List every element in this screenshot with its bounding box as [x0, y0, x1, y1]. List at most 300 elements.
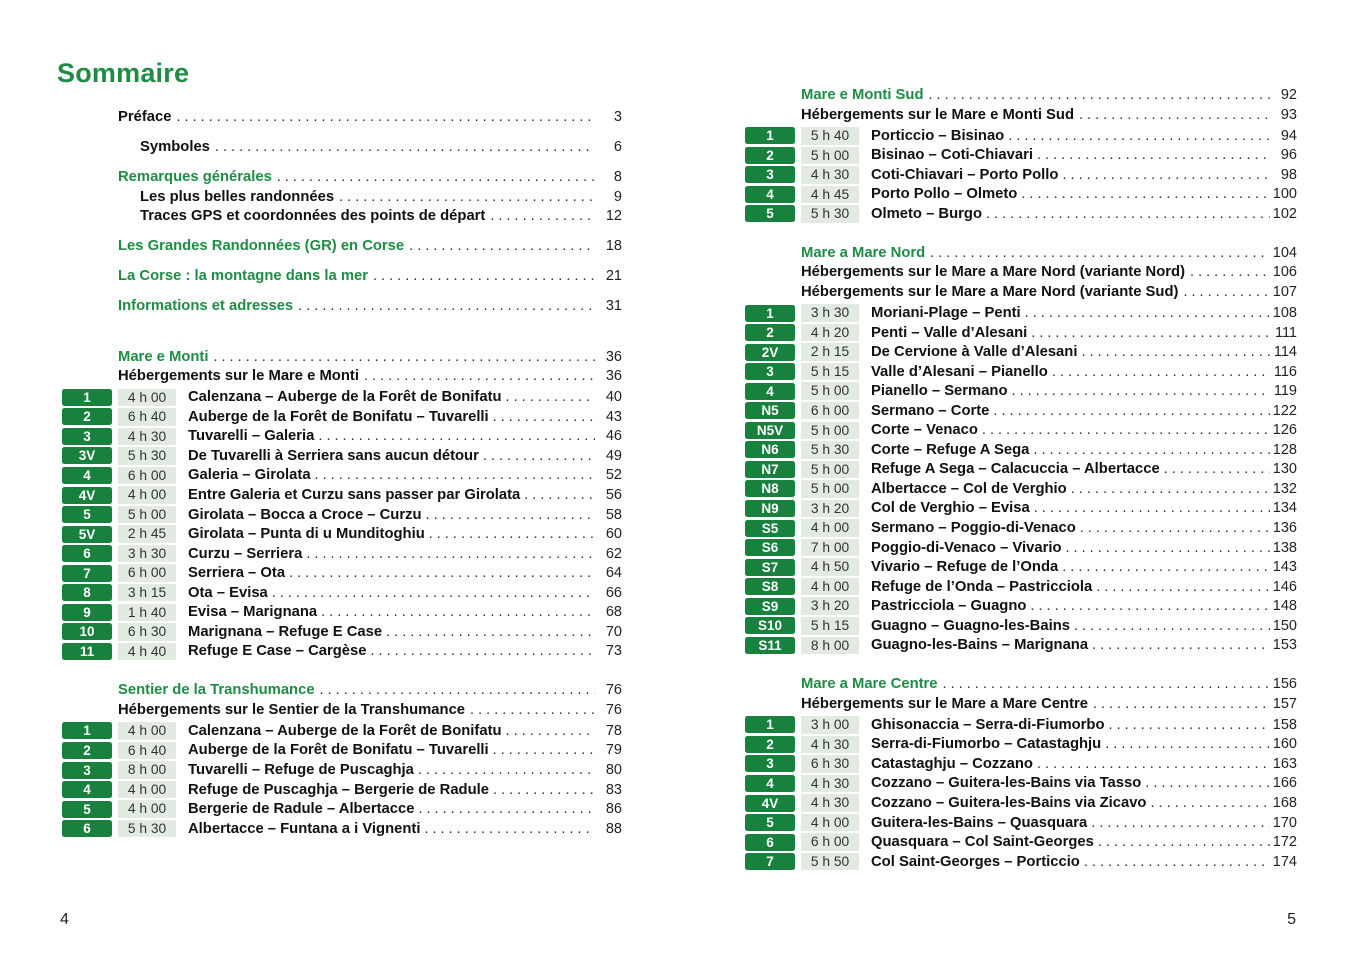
dot-leader	[1062, 559, 1270, 575]
section-title-page: 92	[1280, 87, 1297, 103]
dot-leader	[215, 139, 595, 155]
stage-row	[62, 407, 622, 427]
stage-duration: 6 h 30	[801, 755, 859, 773]
stage-route-label: De Cervione à Valle d’Alesani	[871, 344, 1078, 361]
section-title-label: Mare e Monti	[118, 348, 209, 365]
stage-page: 138	[1272, 539, 1297, 556]
stage-page: 126	[1272, 422, 1297, 439]
dot-leader	[339, 189, 595, 205]
dot-leader	[1081, 344, 1270, 360]
stage-duration: 5 h 15	[801, 617, 859, 635]
stage-number-badge: S5	[745, 520, 795, 537]
stage-duration: 4 h 00	[118, 486, 176, 504]
stage-page: 128	[1272, 441, 1297, 458]
stage-row	[745, 421, 1297, 441]
section-title-row	[62, 349, 622, 369]
section-subtitle-label: Hébergements sur le Mare a Mare Nord (variante Nord)	[801, 264, 1186, 281]
stage-page: 80	[605, 762, 622, 779]
stage-duration: 4 h 30	[118, 428, 176, 446]
section-title-row	[745, 245, 1297, 265]
stage-duration: 4 h 00	[118, 722, 176, 740]
dot-leader	[1084, 854, 1270, 870]
stage-page: 78	[605, 722, 622, 739]
dot-leader	[1034, 500, 1270, 516]
stage-duration: 1 h 40	[118, 604, 176, 622]
stage-number-badge: 5	[62, 801, 112, 818]
toc-section	[745, 676, 1297, 871]
stage-page: 111	[1274, 324, 1297, 341]
stage-number-badge: 3	[745, 755, 795, 772]
dot-leader	[306, 546, 595, 562]
stage-row	[745, 499, 1297, 519]
stage-rows	[62, 721, 622, 838]
stage-route-label: Tuvarelli – Galeria	[188, 428, 315, 445]
stage-page: 49	[605, 447, 622, 464]
stage-number-badge: 7	[745, 853, 795, 870]
page-title: Sommaire	[57, 58, 190, 88]
dot-leader	[1080, 520, 1270, 536]
stage-number-badge: 8	[62, 584, 112, 601]
section-subtitle-page: 76	[605, 701, 622, 718]
stage-page: 168	[1272, 795, 1297, 812]
stage-duration: 4 h 30	[801, 794, 859, 812]
dot-leader	[1031, 325, 1270, 341]
toc-entry	[62, 139, 622, 159]
stage-number-badge: 3V	[62, 447, 112, 464]
toc-entry-page: 8	[613, 169, 622, 185]
stage-number-badge: 4	[745, 383, 795, 400]
stage-number-badge: 4V	[745, 795, 795, 812]
stage-number-badge: 6	[62, 545, 112, 562]
toc-section	[62, 682, 622, 838]
stage-duration: 5 h 00	[801, 461, 859, 479]
stage-page: 134	[1272, 500, 1297, 517]
stage-route-label: Pastricciola – Guagno	[871, 598, 1027, 615]
stage-duration: 5 h 00	[801, 422, 859, 440]
stage-row	[62, 741, 622, 761]
stage-row	[745, 852, 1297, 872]
dot-leader	[213, 349, 595, 365]
stage-page: 116	[1273, 363, 1297, 380]
stage-number-badge: 5V	[62, 526, 112, 543]
stage-number-badge: 7	[62, 565, 112, 582]
dot-leader	[409, 238, 595, 254]
stage-row	[745, 518, 1297, 538]
stage-row	[745, 342, 1297, 362]
stage-row	[745, 538, 1297, 558]
stage-page: 66	[605, 584, 622, 601]
stage-row	[62, 544, 622, 564]
stage-page: 132	[1272, 480, 1297, 497]
stage-row	[62, 799, 622, 819]
stage-row	[745, 577, 1297, 597]
stage-row	[745, 323, 1297, 343]
section-subtitle-row	[745, 107, 1297, 127]
toc-entry-label: Traces GPS et coordonnées des points de départ	[140, 208, 486, 224]
dot-leader	[493, 409, 595, 425]
section-subtitles	[62, 702, 622, 722]
stage-number-badge: 4	[745, 775, 795, 792]
stage-route-label: Catastaghju – Cozzano	[871, 755, 1033, 772]
stage-number-badge: S7	[745, 559, 795, 576]
sections-right	[745, 87, 1297, 871]
section-subtitles	[745, 696, 1297, 716]
stage-number-badge: N5	[745, 402, 795, 419]
stage-duration: 4 h 00	[118, 800, 176, 818]
dot-leader	[1164, 461, 1270, 477]
stage-row	[745, 715, 1297, 735]
stage-page: 146	[1272, 578, 1297, 595]
stage-duration: 3 h 20	[801, 597, 859, 615]
dot-leader	[1037, 147, 1270, 163]
stage-page: 148	[1272, 598, 1297, 615]
stage-page: 143	[1272, 559, 1297, 576]
stage-route-label: Corte – Venaco	[871, 422, 978, 439]
stage-number-badge: 4	[62, 467, 112, 484]
section-subtitle-row	[745, 264, 1297, 284]
stage-number-badge: 2	[745, 736, 795, 753]
stage-number-badge: 5	[745, 205, 795, 222]
stage-duration: 4 h 00	[118, 781, 176, 799]
stage-number-badge: S6	[745, 539, 795, 556]
stage-route-label: Girolata – Punta di u Munditoghiu	[188, 526, 425, 543]
stage-duration: 4 h 00	[118, 389, 176, 407]
section-subtitle-row	[62, 368, 622, 388]
stage-row	[745, 362, 1297, 382]
dot-leader	[1025, 305, 1270, 321]
stage-route-label: Penti – Valle d’Alesani	[871, 324, 1028, 341]
stage-route-label: Guagno-les-Bains – Marignana	[871, 637, 1089, 654]
dot-leader	[1074, 618, 1270, 634]
toc-entry-label: Les Grandes Randonnées (GR) en Corse	[118, 238, 405, 254]
stage-number-badge: 4V	[62, 487, 112, 504]
stage-row	[745, 813, 1297, 833]
stage-row	[745, 596, 1297, 616]
dot-leader	[315, 467, 595, 483]
section-title-page: 156	[1272, 676, 1297, 693]
front-matter-list	[62, 109, 622, 318]
dot-leader	[1030, 598, 1269, 614]
toc-entry	[62, 208, 622, 228]
toc-entry	[62, 298, 622, 318]
stage-route-label: Porticcio – Bisinao	[871, 127, 1005, 144]
stage-row	[745, 754, 1297, 774]
toc-section	[62, 349, 622, 662]
stage-number-badge: N8	[745, 480, 795, 497]
stage-duration: 3 h 30	[801, 304, 859, 322]
dot-leader	[418, 762, 595, 778]
stage-duration: 6 h 30	[118, 623, 176, 641]
dot-leader	[1096, 579, 1270, 595]
stage-number-badge: 6	[745, 834, 795, 851]
stage-duration: 8 h 00	[118, 761, 176, 779]
stage-number-badge: 3	[62, 762, 112, 779]
stage-duration: 4 h 00	[801, 814, 859, 832]
stage-duration: 5 h 30	[118, 820, 176, 838]
stage-route-label: Girolata – Bocca a Croce – Curzu	[188, 506, 422, 523]
stage-number-badge: N5V	[745, 422, 795, 439]
section-subtitle-page: 36	[605, 368, 622, 384]
stage-route-label: Calenzana – Auberge de la Forêt de Bonifatu	[188, 389, 502, 406]
toc-entry-page: 31	[605, 298, 622, 314]
stage-row	[62, 505, 622, 525]
stage-row	[62, 819, 622, 839]
stage-duration: 3 h 30	[118, 545, 176, 563]
dot-leader	[930, 245, 1270, 261]
dot-leader	[1037, 756, 1270, 772]
stage-row	[745, 793, 1297, 813]
stage-rows	[745, 715, 1297, 871]
section-title-page: 104	[1272, 244, 1297, 261]
dot-leader	[1093, 696, 1270, 712]
page-number-left: 4	[60, 911, 69, 928]
toc-entry-label: Préface	[118, 109, 172, 125]
stage-route-label: Galeria – Girolata	[188, 467, 311, 484]
toc-entry	[62, 169, 622, 189]
stage-number-badge: 2	[745, 147, 795, 164]
dot-leader	[982, 422, 1270, 438]
dot-leader	[364, 368, 595, 384]
page-number-right: 5	[1287, 911, 1296, 928]
stage-row	[62, 427, 622, 447]
stage-row	[62, 388, 622, 408]
stage-number-badge: N7	[745, 461, 795, 478]
stage-row	[62, 760, 622, 780]
dot-leader	[1190, 264, 1270, 280]
stage-row	[745, 774, 1297, 794]
stage-duration: 4 h 00	[801, 519, 859, 537]
dot-leader	[272, 585, 595, 601]
dot-leader	[277, 169, 595, 185]
stage-row	[62, 780, 622, 800]
stage-page: 62	[605, 545, 622, 562]
section-subtitle-row	[745, 696, 1297, 716]
toc-entry-label: Symboles	[140, 139, 210, 155]
stage-rows	[62, 388, 622, 662]
stage-duration: 3 h 15	[118, 584, 176, 602]
section-title-label: Mare a Mare Centre	[801, 676, 938, 693]
stage-page: 166	[1272, 775, 1297, 792]
stage-number-badge: 4	[62, 781, 112, 798]
toc-entry-page: 6	[613, 139, 622, 155]
toc-section	[745, 245, 1297, 655]
stage-page: 43	[605, 408, 622, 425]
stage-route-label: Entre Galeria et Curzu sans passer par Girolata	[188, 487, 521, 503]
stage-duration: 5 h 00	[801, 480, 859, 498]
stage-number-badge: S8	[745, 578, 795, 595]
dot-leader	[426, 507, 595, 523]
stage-page: 86	[605, 801, 622, 818]
stage-row	[745, 303, 1297, 323]
stage-route-label: Albertacce – Col de Verghio	[871, 480, 1067, 497]
stage-page: 100	[1272, 186, 1297, 203]
section-subtitle-label: Hébergements sur le Mare e Monti	[118, 368, 359, 384]
stage-page: 174	[1272, 853, 1297, 870]
stage-number-badge: 3	[745, 166, 795, 183]
stage-row	[745, 557, 1297, 577]
dot-leader	[470, 702, 595, 718]
section-subtitle-label: Hébergements sur le Mare e Monti Sud	[801, 106, 1074, 123]
stage-page: 64	[605, 565, 622, 582]
stage-route-label: Serra-di-Fiumorbo – Catastaghju	[871, 736, 1102, 753]
stage-duration: 6 h 00	[118, 564, 176, 582]
stage-row	[62, 642, 622, 662]
dot-leader	[320, 682, 595, 698]
toc-entry	[62, 189, 622, 209]
toc-entry	[62, 109, 622, 129]
stage-route-label: Auberge de la Forêt de Bonifatu – Tuvarelli	[188, 408, 489, 425]
dot-leader	[1012, 383, 1270, 399]
stage-duration: 6 h 00	[118, 467, 176, 485]
dot-leader	[1052, 364, 1270, 380]
stage-row	[62, 583, 622, 603]
stage-route-label: Moriani-Plage – Penti	[871, 305, 1021, 321]
stage-number-badge: S9	[745, 598, 795, 615]
section-subtitle-row	[745, 284, 1297, 304]
stage-route-label: Olmeto – Burgo	[871, 205, 982, 222]
stage-duration: 5 h 50	[801, 853, 859, 871]
stage-page: 136	[1272, 520, 1297, 537]
stage-rows	[745, 126, 1297, 224]
section-title-row	[62, 682, 622, 702]
stage-duration: 2 h 45	[118, 525, 176, 543]
stage-route-label: Refuge de l’Onda – Pastricciola	[871, 578, 1093, 595]
stage-page: 56	[605, 487, 622, 503]
stage-page: 153	[1272, 637, 1297, 654]
stage-route-label: Cozzano – Guitera-les-Bains via Zicavo	[871, 795, 1147, 812]
stage-number-badge: 4	[745, 186, 795, 203]
dot-leader	[1091, 815, 1270, 831]
section-title-label: Sentier de la Transhumance	[118, 682, 315, 699]
stage-duration: 7 h 00	[801, 539, 859, 557]
stage-number-badge: 1	[62, 389, 112, 406]
stage-route-label: Col de Verghio – Evisa	[871, 500, 1030, 517]
section-subtitle-label: Hébergements sur le Mare a Mare Nord (variante Sud)	[801, 283, 1179, 300]
stage-route-label: Tuvarelli – Refuge de Puscaghja	[188, 762, 414, 779]
stage-row	[745, 636, 1297, 656]
stage-page: 98	[1280, 166, 1297, 183]
stage-duration: 4 h 20	[801, 324, 859, 342]
stage-page: 52	[605, 467, 622, 484]
dot-leader	[373, 268, 595, 284]
stage-page: 73	[605, 643, 622, 660]
stage-route-label: Refuge A Sega – Calacuccia – Albertacce	[871, 461, 1160, 478]
stage-row	[745, 146, 1297, 166]
stage-route-label: Bergerie de Radule – Albertacce	[188, 801, 415, 818]
stage-route-label: Refuge de Puscaghja – Bergerie de Radule	[188, 781, 489, 798]
stage-row	[62, 446, 622, 466]
dot-leader	[418, 801, 595, 817]
dot-leader	[1109, 717, 1270, 733]
stage-route-label: Serriera – Ota	[188, 565, 286, 582]
stage-route-label: Col Saint-Georges – Porticcio	[871, 853, 1080, 870]
dot-leader	[1071, 481, 1270, 497]
stage-number-badge: 1	[62, 722, 112, 739]
stage-row	[62, 603, 622, 623]
section-subtitle-label: Hébergements sur le Sentier de la Transhumance	[118, 701, 466, 718]
stage-page: 158	[1272, 716, 1297, 733]
stage-rows	[745, 303, 1297, 655]
stage-row	[745, 479, 1297, 499]
section-subtitles	[745, 264, 1297, 303]
stage-page: 58	[605, 506, 622, 523]
stage-route-label: Vivario – Refuge de l’Onda	[871, 559, 1059, 576]
stage-number-badge: 10	[62, 623, 112, 640]
stage-page: 172	[1272, 834, 1297, 851]
dot-leader	[490, 208, 595, 224]
stage-row	[62, 721, 622, 741]
dot-leader	[1092, 637, 1270, 653]
dot-leader	[493, 782, 595, 798]
section-subtitle-page: 106	[1272, 264, 1297, 281]
stage-route-label: Corte – Refuge A Sega	[871, 441, 1030, 458]
stage-row	[745, 204, 1297, 224]
stage-route-label: Poggio-di-Venaco – Vivario	[871, 539, 1062, 556]
dot-leader	[1021, 186, 1269, 202]
section-subtitles	[745, 107, 1297, 127]
stage-number-badge: 11	[62, 643, 112, 660]
stage-number-badge: 2	[62, 742, 112, 759]
stage-number-badge: 1	[745, 305, 795, 322]
stage-row	[62, 524, 622, 544]
stage-page: 70	[605, 623, 622, 640]
toc-entry-page: 21	[605, 268, 622, 284]
stage-number-badge: S10	[745, 617, 795, 634]
stage-route-label: Marignana – Refuge E Case	[188, 623, 383, 640]
stage-route-label: Sermano – Poggio-di-Venaco	[871, 520, 1076, 537]
section-subtitle-page: 107	[1272, 283, 1297, 300]
stage-route-label: Guagno – Guagno-les-Bains	[871, 617, 1070, 634]
dot-leader	[993, 403, 1269, 419]
stage-duration: 6 h 00	[801, 833, 859, 851]
toc-entry	[62, 268, 622, 288]
stage-duration: 6 h 00	[801, 402, 859, 420]
dot-leader	[1062, 167, 1270, 183]
toc-entry-label: Les plus belles randonnées	[140, 188, 335, 205]
stage-route-label: Coti-Chiavari – Porto Pollo	[871, 166, 1059, 183]
dot-leader	[321, 604, 595, 620]
dot-leader	[929, 87, 1271, 103]
section-subtitle-label: Hébergements sur le Mare a Mare Centre	[801, 695, 1089, 712]
stage-number-badge: 5	[745, 814, 795, 831]
stage-row	[745, 616, 1297, 636]
stage-route-label: Pianello – Sermano	[871, 383, 1008, 400]
stage-route-label: Curzu – Serriera	[188, 545, 303, 562]
stage-route-label: Guitera-les-Bains – Quasquara	[871, 814, 1088, 831]
stage-duration: 5 h 00	[801, 382, 859, 400]
stage-page: 46	[605, 428, 622, 445]
stage-route-label: Ghisonaccia – Serra-di-Fiumorbo	[871, 716, 1105, 733]
dot-leader	[289, 565, 595, 581]
stage-duration: 3 h 20	[801, 500, 859, 518]
toc-entry-label: Remarques générales	[118, 169, 272, 185]
stage-page: 160	[1272, 736, 1297, 753]
toc-entry-page: 12	[605, 208, 622, 224]
dot-leader	[429, 526, 595, 542]
stage-row	[745, 126, 1297, 146]
stage-page: 94	[1280, 127, 1297, 144]
stage-duration: 5 h 00	[801, 147, 859, 165]
stage-duration: 4 h 40	[118, 643, 176, 661]
stage-duration: 4 h 30	[801, 736, 859, 754]
dot-leader	[1098, 834, 1270, 850]
stage-duration: 3 h 00	[801, 716, 859, 734]
dot-leader	[318, 428, 595, 444]
stage-row	[745, 735, 1297, 755]
dot-leader	[176, 109, 595, 125]
stage-page: 122	[1272, 402, 1297, 419]
stage-route-label: Evisa – Marignana	[188, 604, 318, 621]
